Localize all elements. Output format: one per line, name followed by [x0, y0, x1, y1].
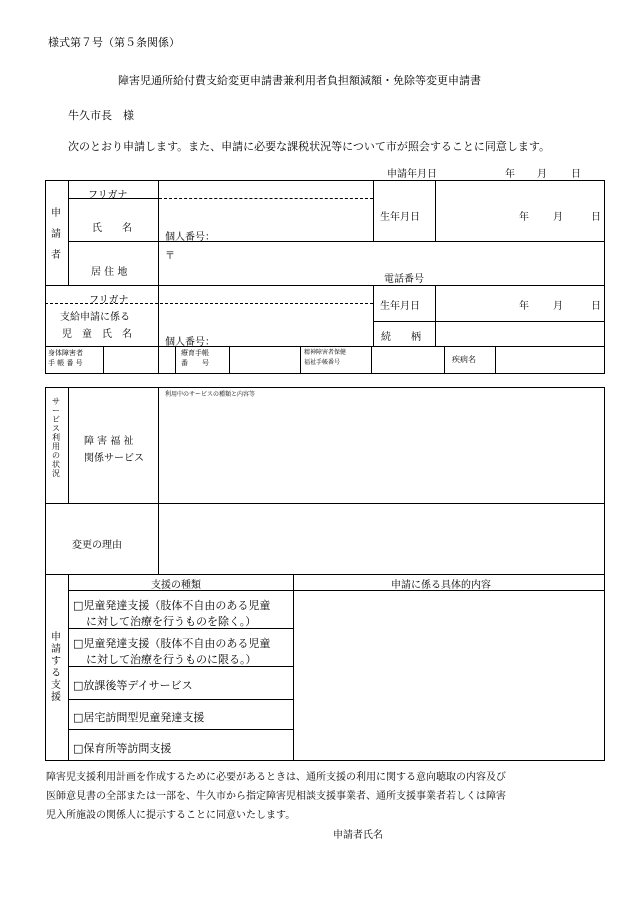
service-category-label-2: 関係サービス: [84, 453, 144, 464]
child-individual-number-label: 個人番号：: [165, 337, 215, 348]
applicant-name-label: 氏 名: [92, 223, 132, 234]
postal-mark: 〒: [165, 251, 175, 262]
ryoiku-handbook-label-2: 番 号: [181, 359, 209, 367]
application-date-label: 申請年月日: [387, 169, 437, 180]
disease-label: 疾病名: [452, 355, 476, 364]
service-content-label: 利用中のサービスの種類と内容等: [165, 391, 256, 398]
relationship-label: 続 柄: [381, 332, 421, 343]
mental-handbook-label-2: 福祉手帳番号: [304, 359, 341, 366]
physical-handbook-label-1: 身体障害者: [48, 349, 83, 357]
applicant-furigana-input[interactable]: [160, 182, 371, 197]
mental-handbook-label-1: 精神障害者保健: [304, 349, 347, 356]
physical-handbook-label-2: 手 帳 番 号: [48, 359, 83, 367]
consent-line-2: 医師意見書の全部または一部を、牛久市から指定障害児相談支援事業者、通所支援事業者若しくは障害: [46, 791, 506, 802]
support-detail-input[interactable]: [295, 592, 603, 759]
child-furigana-input[interactable]: [160, 287, 371, 302]
applicant-section-label-3: 者: [51, 250, 61, 261]
change-reason-label: 変更の理由: [72, 540, 122, 551]
support-section-label: 申 請 す る 支 援: [51, 632, 61, 703]
applicant-phone-label: 電話番号: [384, 274, 424, 285]
form-number: 様式第７号（第５条関係）: [48, 36, 180, 49]
support-option-4[interactable]: □居宅訪問型児童発達支援: [73, 711, 205, 724]
applicant-birthdate-label: 生年月日: [380, 212, 420, 223]
intro-text: 次のとおり申請します。また、申請に必要な課税状況等について市が照会することに同意します。: [68, 140, 551, 153]
applicant-address-input[interactable]: [160, 243, 603, 283]
applicant-name-input[interactable]: [160, 200, 371, 226]
application-year-unit: 年: [505, 169, 515, 180]
applicant-address-label: 居 住 地: [91, 267, 128, 278]
applicant-birth-day-unit: 日: [591, 212, 601, 223]
change-reason-input[interactable]: [160, 506, 603, 572]
child-birth-month-unit: 月: [553, 301, 563, 312]
consent-line-1: 障害児支援利用計画を作成するために必要があるときは、通所支援の利用に関する意向聴取の内容及び: [46, 772, 506, 783]
support-option-5[interactable]: □保育所等訪問支援: [73, 742, 172, 755]
support-type-header: 支援の種類: [151, 580, 201, 591]
applicant-section-label-1: 申: [51, 208, 61, 219]
signature-input[interactable]: [388, 822, 598, 840]
support-option-3[interactable]: □放課後等デイサービス: [73, 679, 193, 692]
ryoiku-handbook-label-1: 療育手帳: [181, 349, 209, 357]
applicant-individual-number-label: 個人番号：: [165, 232, 215, 243]
service-category-label-1: 障 害 福 祉: [84, 436, 134, 447]
applicant-furigana-label: フリガナ: [88, 190, 128, 201]
applicant-section-label-2: 請: [51, 229, 61, 240]
form-title: 障害児通所給付費支給変更申請書兼利用者負担額減額・免除等変更申請書: [118, 74, 481, 87]
child-name-input[interactable]: [160, 305, 371, 331]
application-day-unit: 日: [571, 169, 581, 180]
child-name-label-1: 支給申請に係る: [60, 312, 130, 323]
applicant-birth-month-unit: 月: [553, 212, 563, 223]
mental-handbook-input[interactable]: [373, 348, 442, 372]
consent-line-3: 児入所施設の関係人に提示することに同意いたします。: [46, 810, 296, 821]
applicant-birth-year-unit: 年: [519, 212, 529, 223]
child-birth-day-unit: 日: [591, 301, 601, 312]
support-detail-header: 申請に係る具体的内容: [391, 580, 491, 591]
physical-handbook-input[interactable]: [105, 348, 173, 372]
child-name-label-2: 児 童 氏 名: [62, 329, 132, 340]
child-birth-year-unit: 年: [519, 301, 529, 312]
child-furigana-label: フリガナ: [89, 295, 129, 306]
service-content-input[interactable]: [160, 390, 603, 501]
support-option-2[interactable]: □児童発達支援（肢体不自由のある児童 に対して治療を行うものに限る。）: [73, 637, 271, 666]
relationship-input[interactable]: [437, 323, 603, 344]
application-month-unit: 月: [537, 169, 547, 180]
addressee: 牛久市長 様: [68, 109, 134, 122]
support-option-1[interactable]: □児童発達支援（肢体不自由のある児童 に対して治療を行うものを除く。）: [73, 599, 271, 628]
service-usage-section-label: サ ー ビ ス 利 用 の 状 況: [52, 397, 60, 478]
child-birthdate-label: 生年月日: [380, 301, 420, 312]
ryoiku-handbook-input[interactable]: [231, 348, 298, 372]
signature-label: 申請者氏名: [333, 830, 383, 841]
disease-input[interactable]: [497, 348, 603, 372]
